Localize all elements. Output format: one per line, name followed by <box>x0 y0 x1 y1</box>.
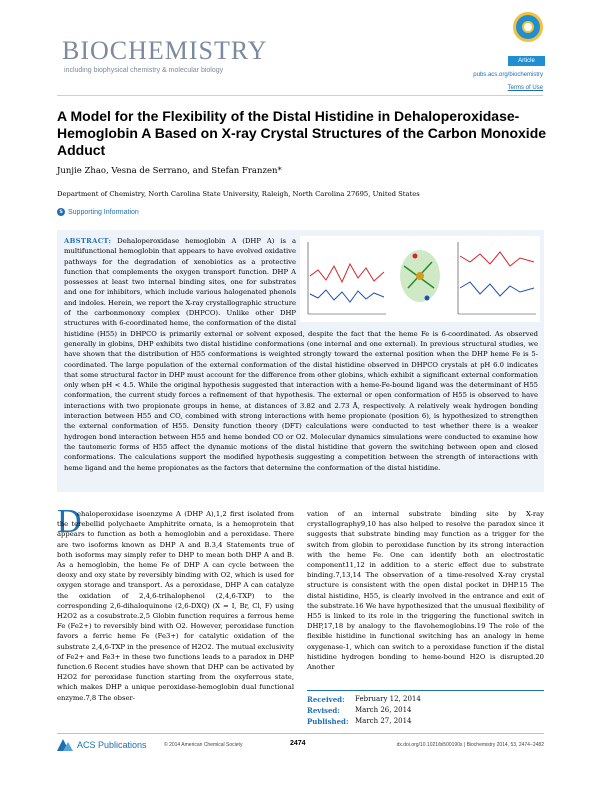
supporting-info-label: Supporting Information <box>68 208 139 216</box>
acs-publications-logo[interactable] <box>57 739 147 751</box>
history-value: March 27, 2014 <box>355 717 412 725</box>
article-history <box>307 694 544 727</box>
body-column-left: ehaloperoxidase isoenzyme A (DHP A),1,2 first isolated from the terebellid polychaete Amphitrite ornata, is a hemoprotein that appears to function as both a hemoglobin and a peroxidase. There are two isoforms known as DHP A and B.3,4 Statements true of both isoforms may simply refer to DHP to mean both DHP A and B. As a hemoglobin, the heme Fe of DHP A can cycle between the deoxy and oxy state by reversibly binding with O2, which is used for oxygen storage and transport. As a peroxidase, DHP A can catalyze the oxidation of 2,4,6-trihalophenol (2,4,6-TXP) to the corresponding 2,6-dihaloquinone (2,6-DXQ) (X = I, Br, Cl, F) using H2O2 as a cosubstrate.2,5 Globin function requires a ferrous heme Fe (Fe2+) to reversibly bind with O2. However, peroxidase function favors a ferric heme Fe (Fe3+) for catalytic oxidation of the substrate 2,4,6-TXP in the presence of H2O2. The mutual exclusivity of Fe2+ and Fe3+ in these two functions leads to a paradox in DHP function.6 Recent studies have shown that DHP can be activated by H2O2 for peroxidase function starting from the oxyferrous state, which makes DHP a unique peroxidase-hemoglobin dual functional enzyme.7,8 The obser- <box>57 510 294 702</box>
article-title: A Model for the Flexibility of the Distal Histidine in Dehaloperoxidase-Hemoglobin A Based on X-ray Crystal Structures of the Carbon Monoxide Adduct <box>57 108 547 158</box>
page-number: 2474 <box>290 740 306 747</box>
history-value: February 12, 2014 <box>355 695 421 703</box>
author-list: Junjie Zhao, Vesna de Serrano, and Stefan Franzen* <box>57 166 282 176</box>
supporting-info-link[interactable] <box>57 208 139 216</box>
abstract-body: Dehaloperoxidase hemoglobin A (DHP A) is a multifunctional hemoglobin that appears to have evolved oxidative pathways for the degradation of xenobiotics as a protective function that complements the oxygen transport function. DHP A possesses at least two internal binding sites, one for substrates and one for inhibitors, which include various halogenated phenols and indoles. Herein, we report the X-ray crystallographic structure of the carbonmonoxy complex (DHPCO). Unlike other DHP structures with 6-coordinated heme, the conformation of the distal histidine (H55) in DHPCO is primarily external or solvent exposed, despite the fact that the heme Fe is 6-coordinated. As observed generally in globins, DHP exhibits two distal histidine conformations (one internal and one external). In previous structural studies, we have shown that the distribution of H55 conformations is weighted strongly toward the external position when the DHP heme Fe is 5-coordinated. The large population of the external conformation of the distal histidine observed in DHPCO crystals at pH 6.0 indicates that some structural factor in DHP must account for the difference from other globins, which exhibit a significant external conformation only when pH < 4.5. While the original hypothesis suggested that interaction with a heme-Fe-bound ligand was the determinant of H55 conformation, the current study forces a refinement of that hypothesis. The external or open conformation of H55 is observed to have interactions with two propionate groups in heme, at distances of 3.82 and 2.73 Å, respectively. A relatively weak hydrogen bonding interaction between H55 and CO, combined with strong interactions with heme propionate (position 6), is hypothesized to strengthen the external conformation of H55. Density function theory (DFT) calculations were conducted to test whether there is a weaker hydrogen bond interaction between H55 and heme bonded CO or O2. Molecular dynamics simulations were conducted to examine how the tautomeric forms of H55 affect the dynamic motions of the distal histidine that govern the switching between open and closed conformations. The calculations support the modified hypothesis suggesting a competition between the strength of interactions with heme ligand and the heme propionates as the factors that determine the conformation of the distal histidine. <box>64 237 538 472</box>
history-divider <box>307 690 544 691</box>
history-label: Published: <box>307 717 349 726</box>
history-received <box>307 694 544 705</box>
publisher-name: ACS Publications <box>77 740 147 750</box>
journal-subtitle: including biophysical chemistry & molecular biology <box>64 67 224 74</box>
history-revised <box>307 705 544 716</box>
journal-badge-icon <box>513 12 543 42</box>
drop-cap: D <box>57 503 82 540</box>
doi-citation[interactable]: dx.doi.org/10.1021/bi500190s | Biochemistry 2014, 53, 2474−2482 <box>396 742 544 748</box>
journal-logo: BIOCHEMISTRY <box>62 36 268 65</box>
history-label: Revised: <box>307 706 340 715</box>
toc-graphic <box>300 236 540 322</box>
molecule <box>400 250 440 302</box>
header-divider <box>57 95 543 96</box>
history-value: March 26, 2014 <box>355 706 412 714</box>
history-published <box>307 716 544 727</box>
supporting-info-icon: s <box>57 208 65 216</box>
terms-of-use-link[interactable]: Terms of Use <box>507 85 543 91</box>
article-type-badge: Article <box>508 56 545 66</box>
copyright: © 2014 American Chemical Society <box>164 742 243 748</box>
history-label: Received: <box>307 695 345 704</box>
abstract-label: ABSTRACT: <box>64 237 112 245</box>
acs-logo-icon <box>57 739 73 751</box>
body-column-right: vation of an internal substrate binding site by X-ray crystallography9,10 has also helped to resolve the paradox since it suggests that substrate binding may function as a trigger for the switch from globin to peroxidase function by its strong interaction with the heme Fe. One can identify both an electrostatic component11,12 in addition to a steric effect due to substrate binding.7,13,14 The observation of a time-resolved X-ray crystal structure is consistent with the open distal pocket in DHP.15 The distal histidine, H55, is clearly involved in the entrance and exit of the substrate.16 We have hypothesized that the unusual flexibility of H55 is linked to its role in the triggering the functional switch in DHP,17,18 by analogy to the flavohemoglobins.19 The role of the flexible histidine in functional switching has an analogy in heme oxygenase-1, which can switch to a peroxidase function if the distal histidine hydrogen bonding to heme-bound H2O is disrupted.20 Another <box>307 510 544 672</box>
affiliation: Department of Chemistry, North Carolina State University, Raleigh, North Carolina 27695, United States <box>57 190 420 198</box>
journal-url-link[interactable]: pubs.acs.org/biochemistry <box>473 72 543 78</box>
footer-divider <box>57 733 544 734</box>
